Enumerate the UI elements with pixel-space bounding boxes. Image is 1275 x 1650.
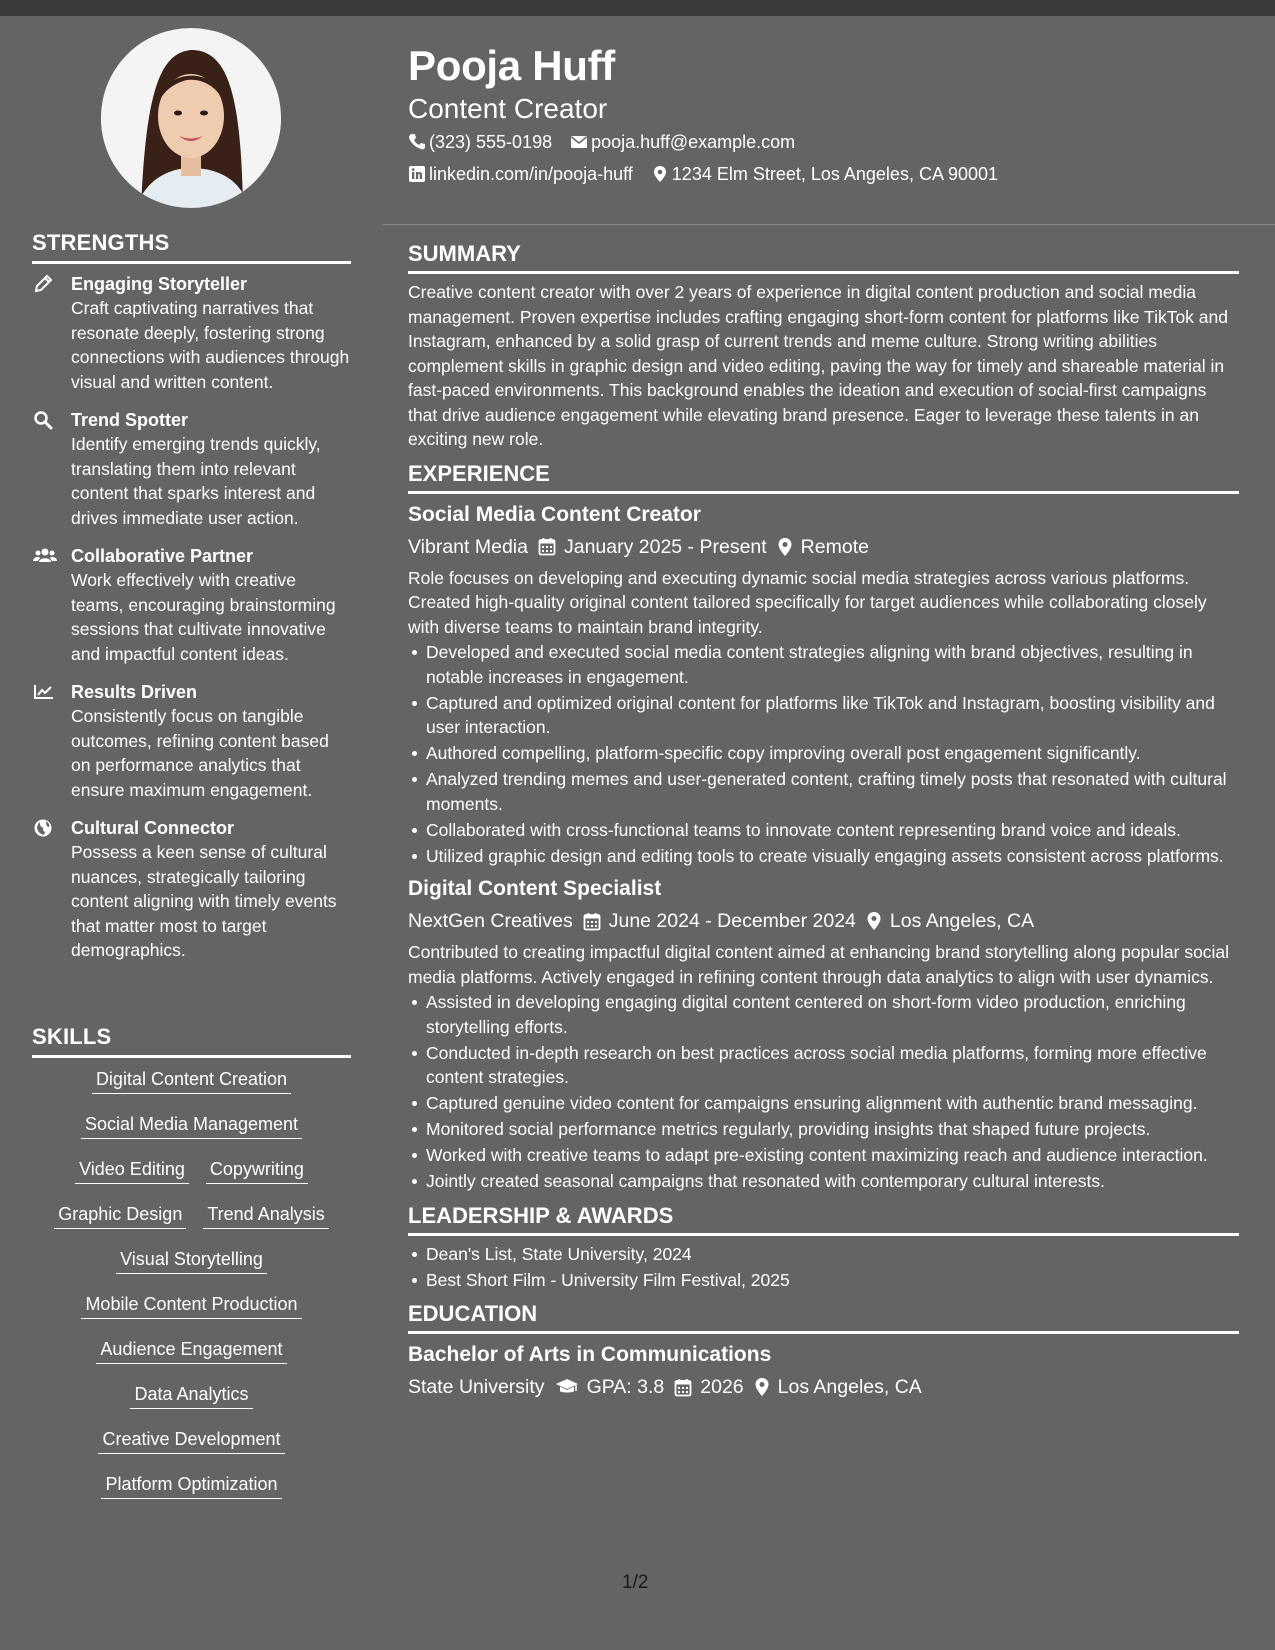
graduation-year: 2026	[700, 1376, 744, 1398]
awards-heading: LEADERSHIP & AWARDS	[408, 1202, 1239, 1236]
job-location: Remote	[800, 535, 869, 558]
linkedin-text: linkedin.com/in/pooja-huff	[429, 164, 633, 184]
experience-heading: EXPERIENCE	[408, 460, 1239, 494]
summary-section	[408, 240, 1239, 452]
job-entry	[408, 874, 1239, 1194]
strengths-heading: STRENGTHS	[32, 230, 351, 264]
job-description: Role focuses on developing and executing dynamic social media strategies across various platforms. Created high-quality original content tailored specifically for target audiences while collaborating closely with diverse teams to maintain brand integrity.	[408, 567, 1207, 637]
achievement-item: Collaborated with cross-functional teams to innovate content representing brand voice and ideals.	[426, 818, 1239, 843]
candidate-name: Pooja Huff	[408, 42, 615, 89]
achievement-item: Utilized graphic design and editing tools to create visually engaging assets consistent across platforms.	[426, 844, 1239, 869]
strength-item	[32, 272, 352, 394]
achievement-item: Worked with creative teams to adapt pre-existing content maximizing reach and audience interaction.	[426, 1143, 1239, 1168]
skill-tag: Visual Storytelling	[116, 1247, 267, 1274]
skill-tag: Audience Engagement	[96, 1337, 286, 1364]
gpa-text: GPA: 3.8	[586, 1376, 665, 1398]
education-section	[408, 1300, 1239, 1404]
skill-tag: Video Editing	[75, 1157, 189, 1184]
experience-section	[408, 460, 1239, 1194]
skill-tag: Social Media Management	[81, 1112, 302, 1139]
job-achievements	[408, 640, 1239, 868]
phone-icon	[408, 133, 426, 151]
job-company: Vibrant Media	[408, 535, 528, 558]
education-location: Los Angeles, CA	[777, 1376, 922, 1398]
strength-description: Consistently focus on tangible outcomes, refining content based on performance analytics that ensure maximum engagement.	[71, 706, 329, 800]
job-position: Digital Content Specialist	[408, 877, 662, 900]
email-text: pooja.huff@example.com	[591, 132, 796, 152]
envelope-icon	[570, 133, 588, 151]
strength-title: Trend Spotter	[71, 410, 189, 430]
skill-tag: Trend Analysis	[203, 1202, 328, 1229]
job-meta	[408, 904, 1239, 938]
achievement-item: Assisted in developing engaging digital content centered on short-form video production, enriching storytelling efforts.	[426, 990, 1239, 1039]
strengths-list	[32, 272, 352, 977]
sidebar	[0, 16, 383, 1650]
education-meta	[408, 1370, 1239, 1404]
page-number: 1/2	[622, 1572, 649, 1593]
education-heading: EDUCATION	[408, 1300, 1239, 1334]
strength-description: Craft captivating narratives that resonate deeply, fostering strong connections with audiences through visual and written content.	[71, 298, 350, 392]
summary-text: Creative content creator with over 2 years of experience in digital content production and social media management. Proven expertise includes crafting engaging short-form content for platforms like TikTok and Instagram, enhanced by a solid grasp of current trends and meme culture. Strong writing abilities complement skills in graphic design and video editing, paving the way for timely and shareable material in fast-paced environments. This background enables the ideation and execution of social-first campaigns that drive audience engagement while elevating brand presence. Eager to leverage these talents in an exciting new role.	[408, 282, 1228, 449]
skill-tag: Data Analytics	[130, 1382, 252, 1409]
achievement-item: Captured and optimized original content for platforms like TikTok and Instagram, boosting visibility and user interaction.	[426, 691, 1239, 740]
achievement-item: Monitored social performance metrics regularly, providing insights that shaped future projects.	[426, 1117, 1239, 1142]
school-name: State University	[408, 1376, 545, 1398]
awards-section	[408, 1202, 1239, 1293]
chart-line-icon	[33, 682, 57, 702]
address-contact	[651, 158, 998, 190]
achievement-item: Analyzed trending memes and user-generated content, crafting timely posts that resonated with cultural moments.	[426, 767, 1239, 816]
skill-tag: Platform Optimization	[101, 1472, 281, 1499]
job-description: Contributed to creating impactful digital content aimed at enhancing brand storytelling along popular social media platforms. Actively engaged in refining content through data analytics to align with user dynamics.	[408, 942, 1230, 987]
degree-title: Bachelor of Arts in Communications	[408, 1343, 772, 1366]
achievement-item: Conducted in-depth research on best practices across social media platforms, forming more effective content strategies.	[426, 1041, 1239, 1090]
strength-item	[32, 544, 352, 666]
skills-heading: SKILLS	[32, 1024, 351, 1058]
search-icon	[33, 410, 57, 430]
contact-info	[408, 126, 1248, 190]
skill-tag: Graphic Design	[54, 1202, 186, 1229]
job-position: Social Media Content Creator	[408, 502, 701, 526]
email-contact[interactable]	[570, 126, 795, 158]
achievement-item: Authored compelling, platform-specific copy improving overall post engagement significantly.	[426, 741, 1239, 766]
award-item: Best Short Film - University Film Festival, 2025	[426, 1268, 1239, 1293]
skill-tag: Creative Development	[98, 1427, 284, 1454]
phone-text: (323) 555-0198	[429, 132, 553, 152]
strength-item	[32, 816, 352, 963]
globe-icon	[33, 818, 57, 838]
strength-item	[32, 680, 352, 802]
pencil-icon	[33, 274, 57, 294]
top-bar	[0, 0, 1275, 16]
achievement-item: Developed and executed social media content strategies aligning with brand objectives, resulting in notable increases in engagement.	[426, 640, 1239, 689]
skills-list	[32, 1067, 351, 1517]
job-location: Los Angeles, CA	[889, 910, 1035, 932]
strength-description: Identify emerging trends quickly, translating them into relevant content that sparks interest and drives immediate user action.	[71, 434, 321, 528]
strength-title: Collaborative Partner	[71, 546, 254, 566]
skill-tag: Digital Content Creation	[92, 1067, 291, 1094]
calendar-icon	[583, 912, 601, 931]
award-item: Dean's List, State University, 2024	[426, 1242, 1239, 1267]
strength-title: Engaging Storyteller	[71, 274, 248, 294]
users-icon	[33, 546, 57, 566]
linkedin-contact[interactable]	[408, 158, 633, 190]
main-content	[408, 240, 1239, 1412]
graduation-cap-icon	[555, 1378, 579, 1396]
address-text: 1234 Elm Street, Los Angeles, CA 90001	[671, 164, 999, 184]
linkedin-icon	[408, 165, 426, 183]
calendar-icon	[674, 1378, 692, 1397]
map-pin-icon	[866, 911, 882, 931]
resume-header	[408, 40, 1248, 190]
strength-description: Work effectively with creative teams, encouraging brainstorming sessions that cultivate innovative and impactful content ideas.	[71, 570, 336, 664]
map-pin-icon	[651, 165, 669, 183]
summary-heading: SUMMARY	[408, 240, 1239, 274]
map-pin-icon	[754, 1377, 770, 1397]
job-achievements	[408, 990, 1239, 1194]
achievement-item: Jointly created seasonal campaigns that resonated with contemporary cultural interests.	[426, 1169, 1239, 1194]
job-dates: June 2024 - December 2024	[608, 910, 856, 932]
achievement-item: Captured genuine video content for campaigns ensuring alignment with authentic brand messaging.	[426, 1091, 1239, 1116]
job-company: NextGen Creatives	[408, 910, 573, 932]
map-pin-icon	[777, 537, 793, 557]
profile-photo	[101, 28, 281, 208]
job-dates: January 2025 - Present	[563, 535, 767, 558]
job-entry	[408, 500, 1239, 869]
skill-tag: Mobile Content Production	[81, 1292, 301, 1319]
job-title: Content Creator	[408, 93, 608, 124]
skill-tag: Copywriting	[206, 1157, 308, 1184]
strength-title: Results Driven	[71, 682, 198, 702]
strength-description: Possess a keen sense of cultural nuances, strategically tailoring content aligning with timely events that matter most to target demographics.	[71, 842, 337, 960]
calendar-icon	[538, 537, 556, 556]
awards-list	[408, 1242, 1239, 1293]
strength-item	[32, 408, 352, 530]
strength-title: Cultural Connector	[71, 818, 235, 838]
job-meta	[408, 530, 1239, 564]
header-divider	[383, 224, 1275, 225]
phone-contact[interactable]	[408, 126, 552, 158]
